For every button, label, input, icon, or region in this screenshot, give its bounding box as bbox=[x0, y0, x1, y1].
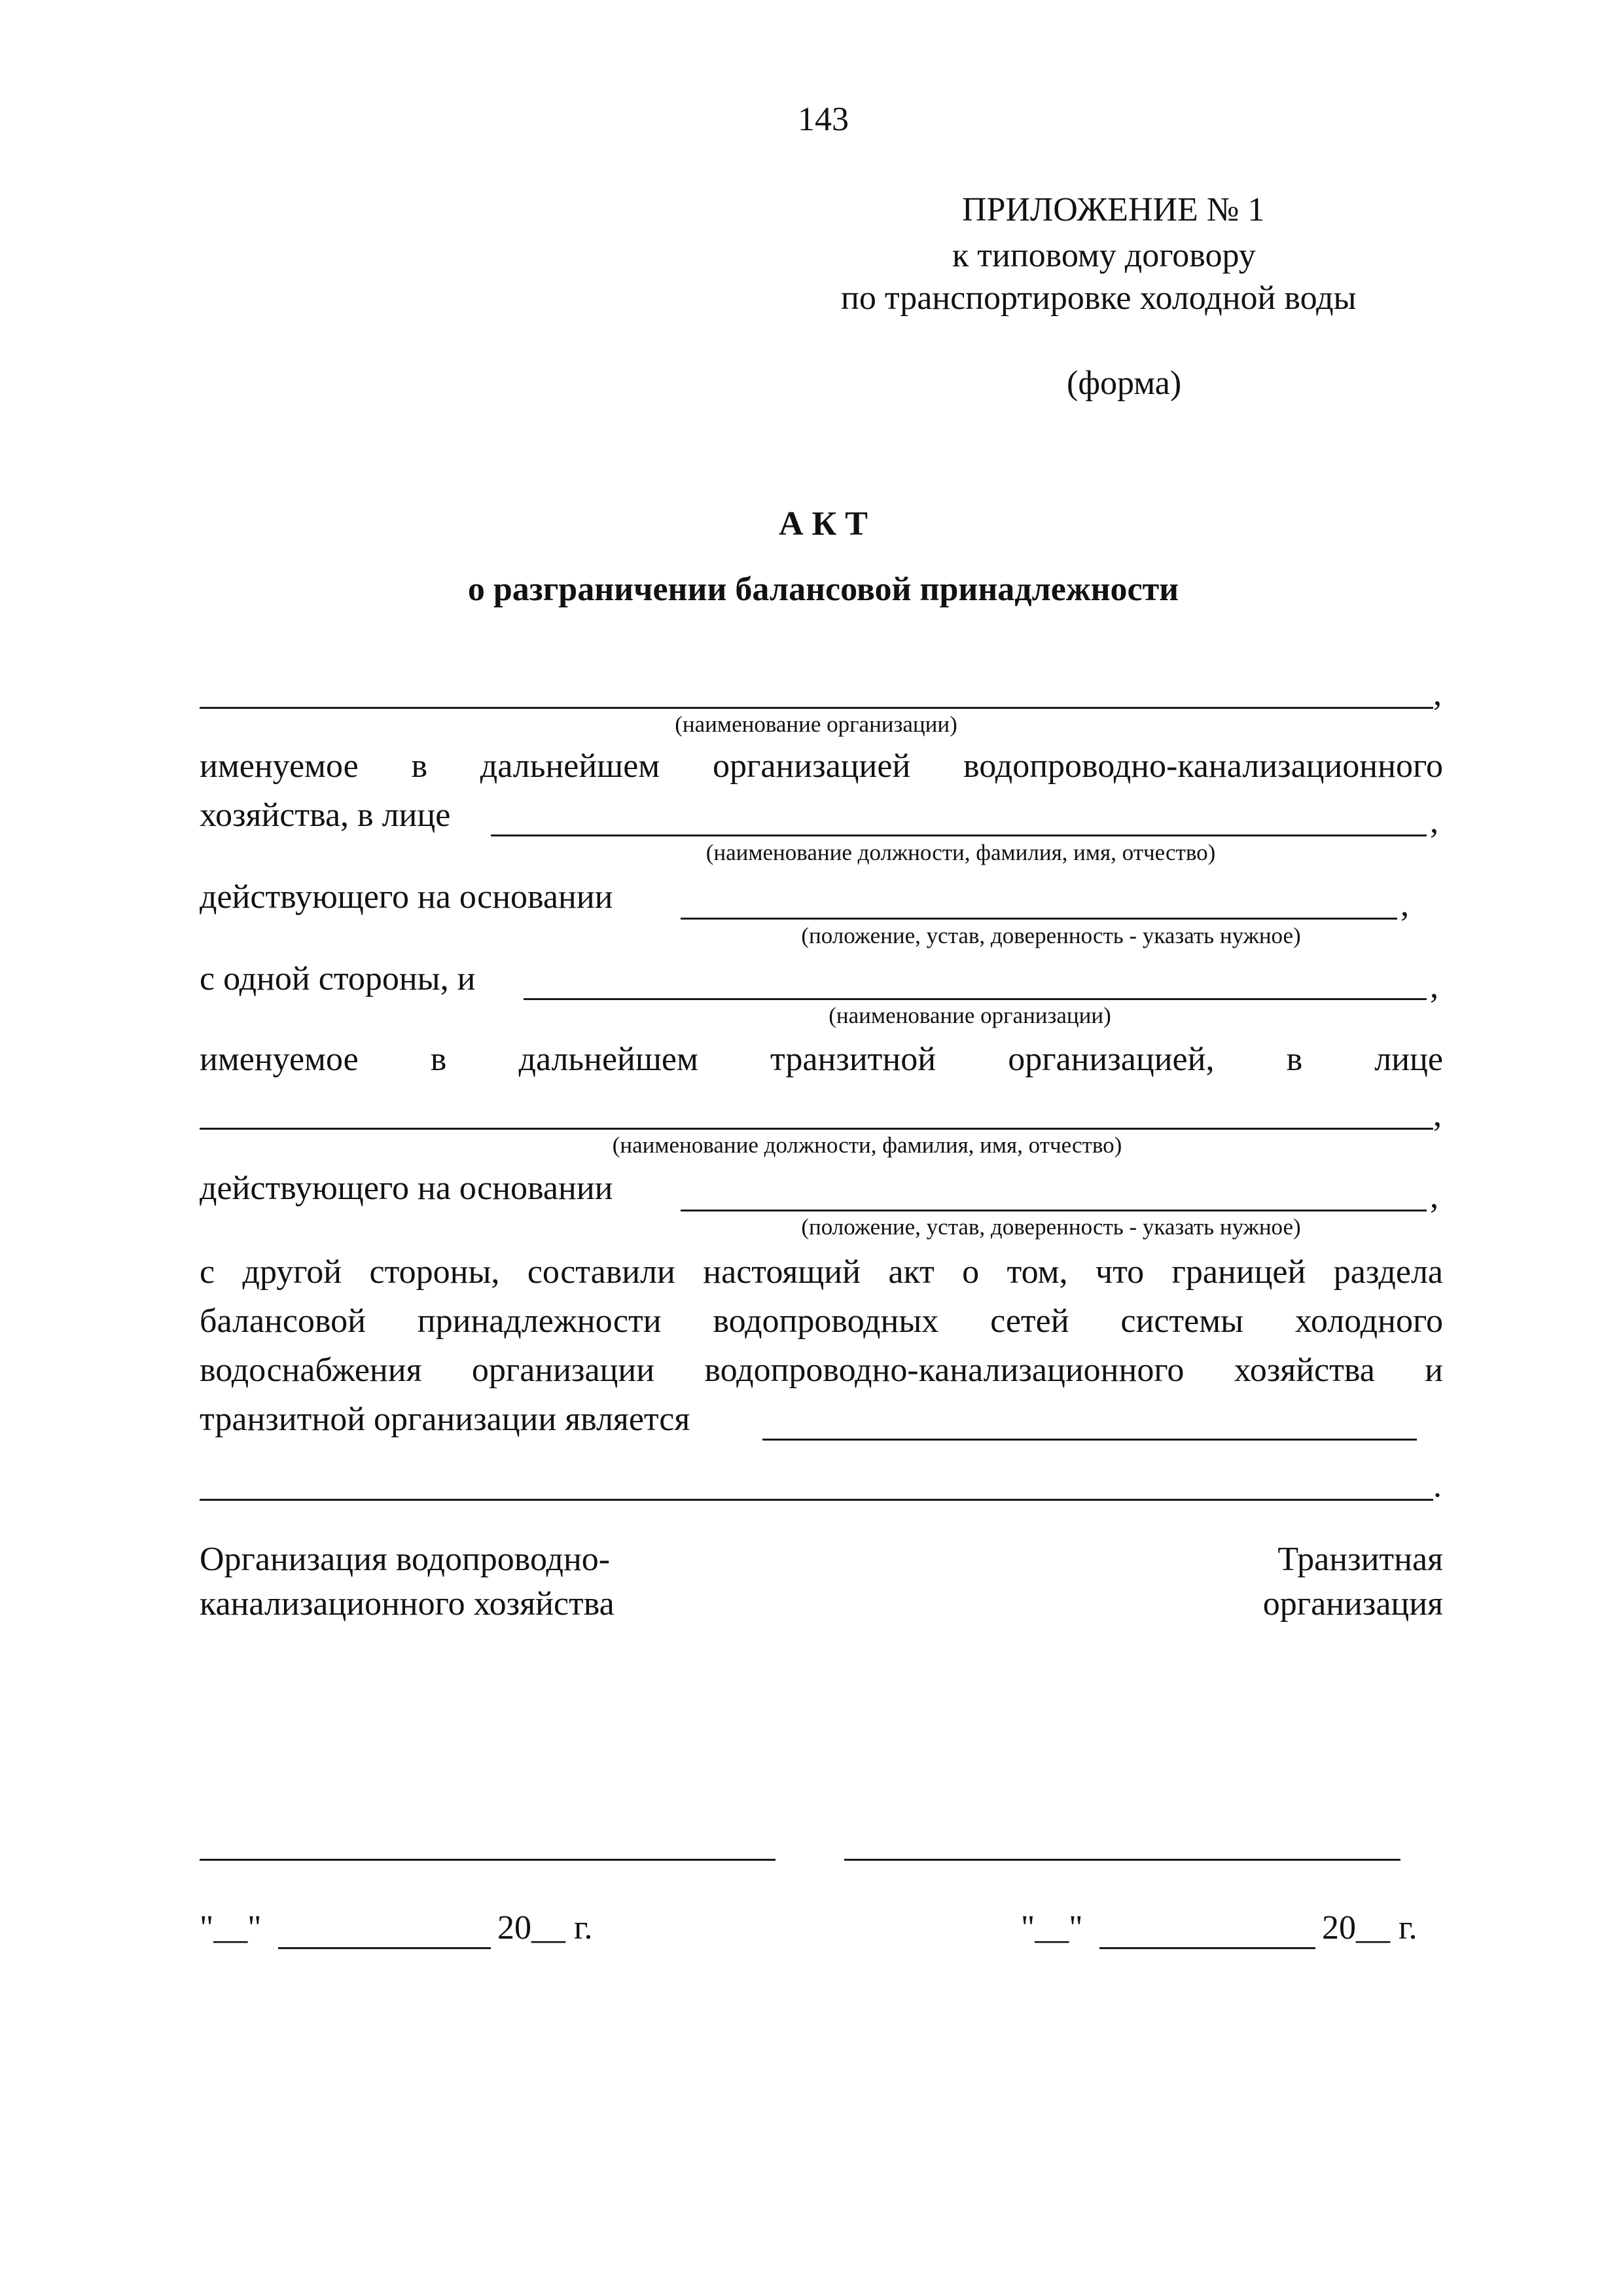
text-named-transit bbox=[200, 1039, 1443, 1080]
date-left-day[interactable]: "__" bbox=[200, 1909, 262, 1946]
signature-left-title-2: канализационного хозяйства bbox=[200, 1585, 615, 1623]
date-right-month-field[interactable] bbox=[1099, 1947, 1315, 1949]
caption-basis-1: (положение, устав, доверенность - указать нужное) bbox=[801, 923, 1301, 948]
signature-right-title-1: Транзитная bbox=[1277, 1541, 1443, 1578]
text-other-side-line-1: с другой стороны, составили настоящий акт о том, что границей раздела bbox=[200, 1253, 1443, 1291]
appendix-line-2: по транспортировке холодной воды bbox=[841, 279, 1357, 317]
text-other-side-line-4: транзитной организации является bbox=[200, 1401, 690, 1438]
word: в bbox=[1286, 1041, 1303, 1078]
page-number: 143 bbox=[798, 101, 849, 138]
text-economy-in-person: хозяйства, в лице bbox=[200, 797, 451, 834]
caption-position-1: (наименование должности, фамилия, имя, отчество) bbox=[705, 840, 1216, 865]
position-field-2[interactable] bbox=[200, 1128, 1433, 1130]
comma: , bbox=[1400, 886, 1409, 924]
word: дальнейшем bbox=[518, 1041, 698, 1078]
text-one-side: с одной стороны, и bbox=[200, 960, 476, 997]
boundary-field-1[interactable] bbox=[762, 1439, 1417, 1441]
text-acting-basis-2: действующего на основании bbox=[200, 1170, 613, 1207]
date-left-month-field[interactable] bbox=[278, 1947, 491, 1949]
text-other-side-line-2: балансовой принадлежности водопроводных сетей системы холодного bbox=[200, 1302, 1443, 1340]
org-name-field-2[interactable] bbox=[524, 998, 1427, 1000]
caption-org-name-2: (наименование организации) bbox=[829, 1003, 1111, 1028]
word: лице bbox=[1374, 1041, 1443, 1078]
text-acting-basis-1: действующего на основании bbox=[200, 878, 613, 916]
appendix-title: ПРИЛОЖЕНИЕ № 1 bbox=[962, 191, 1265, 228]
word: организацией, bbox=[1008, 1041, 1215, 1078]
caption-position-2: (наименование должности, фамилия, имя, отчество) bbox=[612, 1132, 1122, 1158]
comma: , bbox=[1433, 675, 1442, 713]
basis-field-1[interactable] bbox=[681, 918, 1397, 920]
comma: , bbox=[1430, 968, 1438, 1005]
signature-left-title-1: Организация водопроводно- bbox=[200, 1541, 611, 1578]
caption-basis-2: (положение, устав, доверенность - указать нужное) bbox=[801, 1214, 1301, 1240]
basis-field-2[interactable] bbox=[681, 1210, 1427, 1211]
signature-right-field[interactable] bbox=[844, 1859, 1400, 1861]
date-right-day[interactable]: "__" bbox=[1021, 1909, 1083, 1946]
org-name-field-1[interactable] bbox=[200, 707, 1433, 709]
text-other-side-line-3: водоснабжения организации водопроводно-канализационного хозяйства и bbox=[200, 1352, 1443, 1389]
comma: , bbox=[1430, 803, 1438, 840]
word: в bbox=[430, 1041, 447, 1078]
word: транзитной bbox=[770, 1041, 936, 1078]
signature-left-field[interactable] bbox=[200, 1859, 776, 1861]
appendix-line-1: к типовому договору bbox=[952, 237, 1256, 274]
signature-right-title-2: организация bbox=[1262, 1585, 1443, 1623]
date-left-year[interactable]: 20__ г. bbox=[497, 1909, 593, 1946]
boundary-field-2[interactable] bbox=[200, 1499, 1433, 1501]
comma: , bbox=[1430, 1178, 1438, 1215]
position-field-1[interactable] bbox=[491, 834, 1427, 836]
word: именуемое bbox=[200, 1041, 359, 1078]
period: . bbox=[1433, 1467, 1442, 1505]
form-label: (форма) bbox=[1067, 365, 1182, 402]
comma: , bbox=[1433, 1096, 1442, 1134]
act-subtitle: о разграничении балансовой принадлежности bbox=[467, 571, 1179, 608]
text-named-vkh: именуемое в дальнейшем организацией водопроводно-канализационного bbox=[200, 747, 1443, 785]
caption-org-name-1: (наименование организации) bbox=[675, 711, 957, 737]
act-title: А К Т bbox=[779, 505, 868, 543]
date-right-year[interactable]: 20__ г. bbox=[1322, 1909, 1418, 1946]
